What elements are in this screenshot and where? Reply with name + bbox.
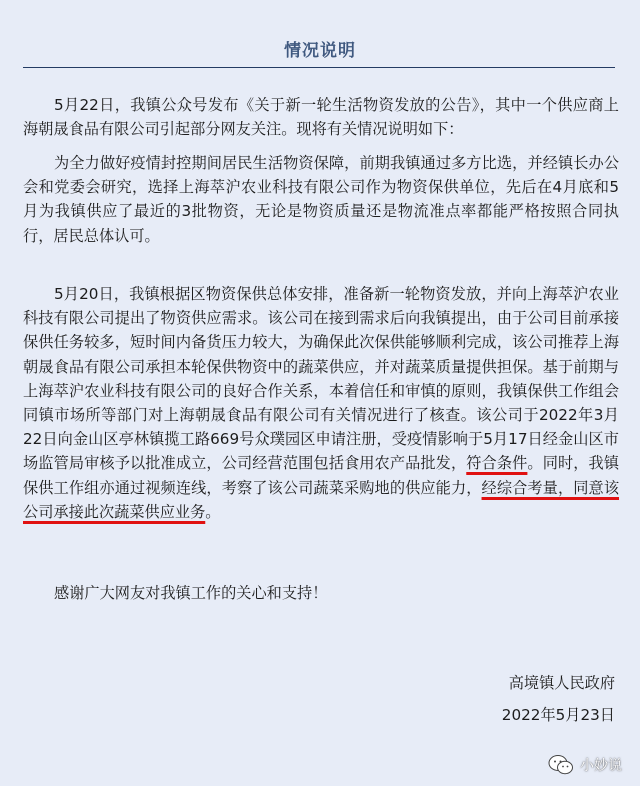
paragraph-details	[23, 282, 619, 524]
paragraph-text: 5月20日，我镇根据区物资保供总体安排，准备新一轮物资发放，并向上海萃沪农业科技有限公司提出了物资供应需求。该公司在接到需求后向我镇提出，由于公司目前承接保供任务较多，短时间内备货压力较大，为确保此次保供能够顺利完成，该公司推荐上海朝晟食品有限公司承担本轮保供物资中的蔬菜供应，并对蔬菜质量提供担保。基于前期与上海萃沪农业科技有限公司的良好合作关系，本着信任和审慎的原则，我镇保供工作组会同镇市场所等部门对上海朝晟食品有限公司有关情况进行了核查。该公司于2022年3月22日向金山区亭林镇揽工路669号众璞园区申请注册，受疫情影响于5月17日经金山区市场监管局审核予以批准成立，公司经营范围包括食用农产品批发，	[23, 285, 619, 473]
title-divider	[23, 67, 615, 68]
paragraph-intro	[23, 93, 619, 141]
paragraph-text: 感谢广大网友对我镇工作的关心和支持！	[54, 584, 328, 602]
document-title: 情况说明	[284, 41, 356, 61]
highlighted-text: 经综合考量，同意该公司承接此次蔬菜供应业务	[23, 478, 620, 521]
signature-date: 2022年5月23日	[501, 706, 615, 724]
paragraph-text: 为全力做好疫情封控期间居民生活物资保障，前期我镇通过多方比选，并经镇长办公会和党委会研究，选择上海萃沪农业科技有限公司作为物资保供单位，先后在4月底和5月为我镇供应了最近的3批物资，无论是物资质量还是物流准点率都能严格按照合同执行，居民总体认可。	[23, 154, 619, 245]
highlighted-text: 符合条件	[466, 454, 528, 473]
paragraph-text: 5月22日，我镇公众号发布《关于新一轮生活物资发放的公告》，其中一个供应商上海朝晟食品有限公司引起部分网友关注。现将有关情况说明如下：	[23, 96, 619, 139]
signature-org: 高境镇人民政府	[508, 674, 615, 692]
paragraph-text: 。同时，我镇保供工作组亦通过视频连线，考察了该公司蔬菜采购地的供应能力，	[23, 454, 620, 497]
watermark	[548, 754, 622, 776]
paragraph-background	[23, 151, 619, 248]
paragraph-thanks	[23, 581, 619, 605]
watermark-label: 小妙说	[580, 758, 622, 774]
wechat-icon	[548, 754, 574, 776]
paragraph-text: 。	[205, 502, 221, 521]
